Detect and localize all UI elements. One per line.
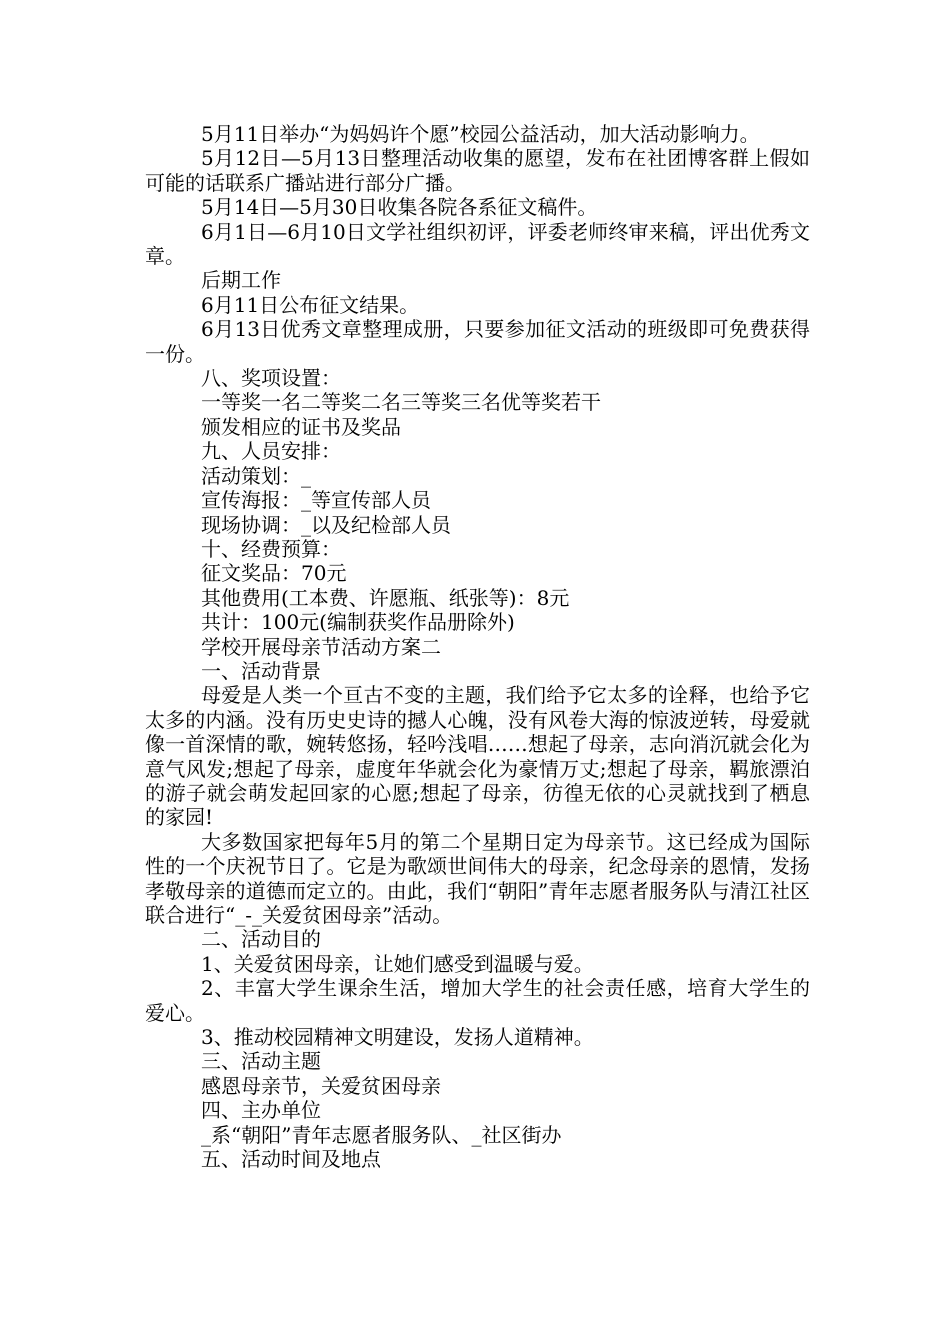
paragraph: 大多数国家把每年5月的第二个星期日定为母亲节。这已经成为国际性的一个庆祝节日了。它是为歌颂世间伟大的母亲，纪念母亲的恩情，发扬孝敬母亲的道德而定立的。由此，我们“朝阳”青年志愿者服务队与清江社区联合进行“_-_关爱贫困母亲”活动。 (145, 829, 810, 927)
paragraph: 6月13日优秀文章整理成册，只要参加征文活动的班级即可免费获得一份。 (145, 317, 810, 366)
paragraph: 感恩母亲节，关爱贫困母亲 (201, 1073, 441, 1098)
paragraph: 3、推动校园精神文明建设，发扬人道精神。 (201, 1025, 594, 1050)
paragraph: _系“朝阳”青年志愿者服务队、_社区街办 (201, 1122, 562, 1147)
document-body (145, 122, 810, 1171)
paragraph: 共计：100元(编制获奖作品册除外) (201, 610, 515, 635)
paragraph: 5月14日—5月30日收集各院各系征文稿件。 (201, 195, 598, 220)
document-subtitle: 学校开展母亲节活动方案二 (201, 634, 441, 659)
paragraph: 颁发相应的证书及奖品 (201, 414, 401, 439)
paragraph: 宣传海报：_等宣传部人员 (201, 488, 431, 513)
section-heading: 四、主办单位 (201, 1098, 321, 1123)
paragraph: 征文奖品：70元 (201, 561, 347, 586)
paragraph: 活动策划：_ (201, 463, 311, 488)
paragraph: 6月11日公布征文结果。 (201, 292, 420, 317)
paragraph: 5月11日举办“为妈妈许个愿”校园公益活动，加大活动影响力。 (201, 122, 760, 146)
paragraph: 母爱是人类一个亘古不变的主题，我们给予它太多的诠释，也给予它太多的内涵。没有历史史诗的撼人心魄，没有风卷大海的惊波逆转，母爱就像一首深情的歌，婉转悠扬，轻吟浅唱……想起了母亲，志向消沉就会化为意气风发;想起了母亲，虚度年华就会化为豪情万丈;想起了母亲，羁旅漂泊的游子就会萌发起回家的心愿;想起了母亲，彷徨无依的心灵就找到了栖息的家园! (145, 683, 810, 830)
paragraph: 2、丰富大学生课余生活，增加大学生的社会责任感，培育大学生的爱心。 (145, 976, 810, 1025)
paragraph: 其他费用(工本费、许愿瓶、纸张等)：8元 (201, 585, 570, 610)
section-heading: 三、活动主题 (201, 1049, 321, 1074)
paragraph: 5月12日—5月13日整理活动收集的愿望，发布在社团博客群上假如可能的话联系广播站进行部分广播。 (145, 146, 810, 195)
paragraph: 6月1日—6月10日文学社组织初评，评委老师终审来稿，评出优秀文章。 (145, 219, 810, 269)
section-heading: 二、活动目的 (201, 927, 321, 952)
section-heading: 一、活动背景 (201, 658, 321, 683)
paragraph: 一等奖一名二等奖二名三等奖三名优等奖若干 (201, 390, 601, 415)
paragraph: 现场协调：_以及纪检部人员 (201, 512, 451, 537)
section-heading: 八、奖项设置： (201, 366, 341, 391)
section-heading: 十、经费预算： (201, 536, 341, 561)
section-heading: 后期工作 (201, 268, 281, 293)
section-heading: 九、人员安排： (201, 439, 341, 464)
section-heading: 五、活动时间及地点 (201, 1147, 381, 1172)
paragraph: 1、关爱贫困母亲，让她们感受到温暖与爱。 (201, 951, 594, 976)
